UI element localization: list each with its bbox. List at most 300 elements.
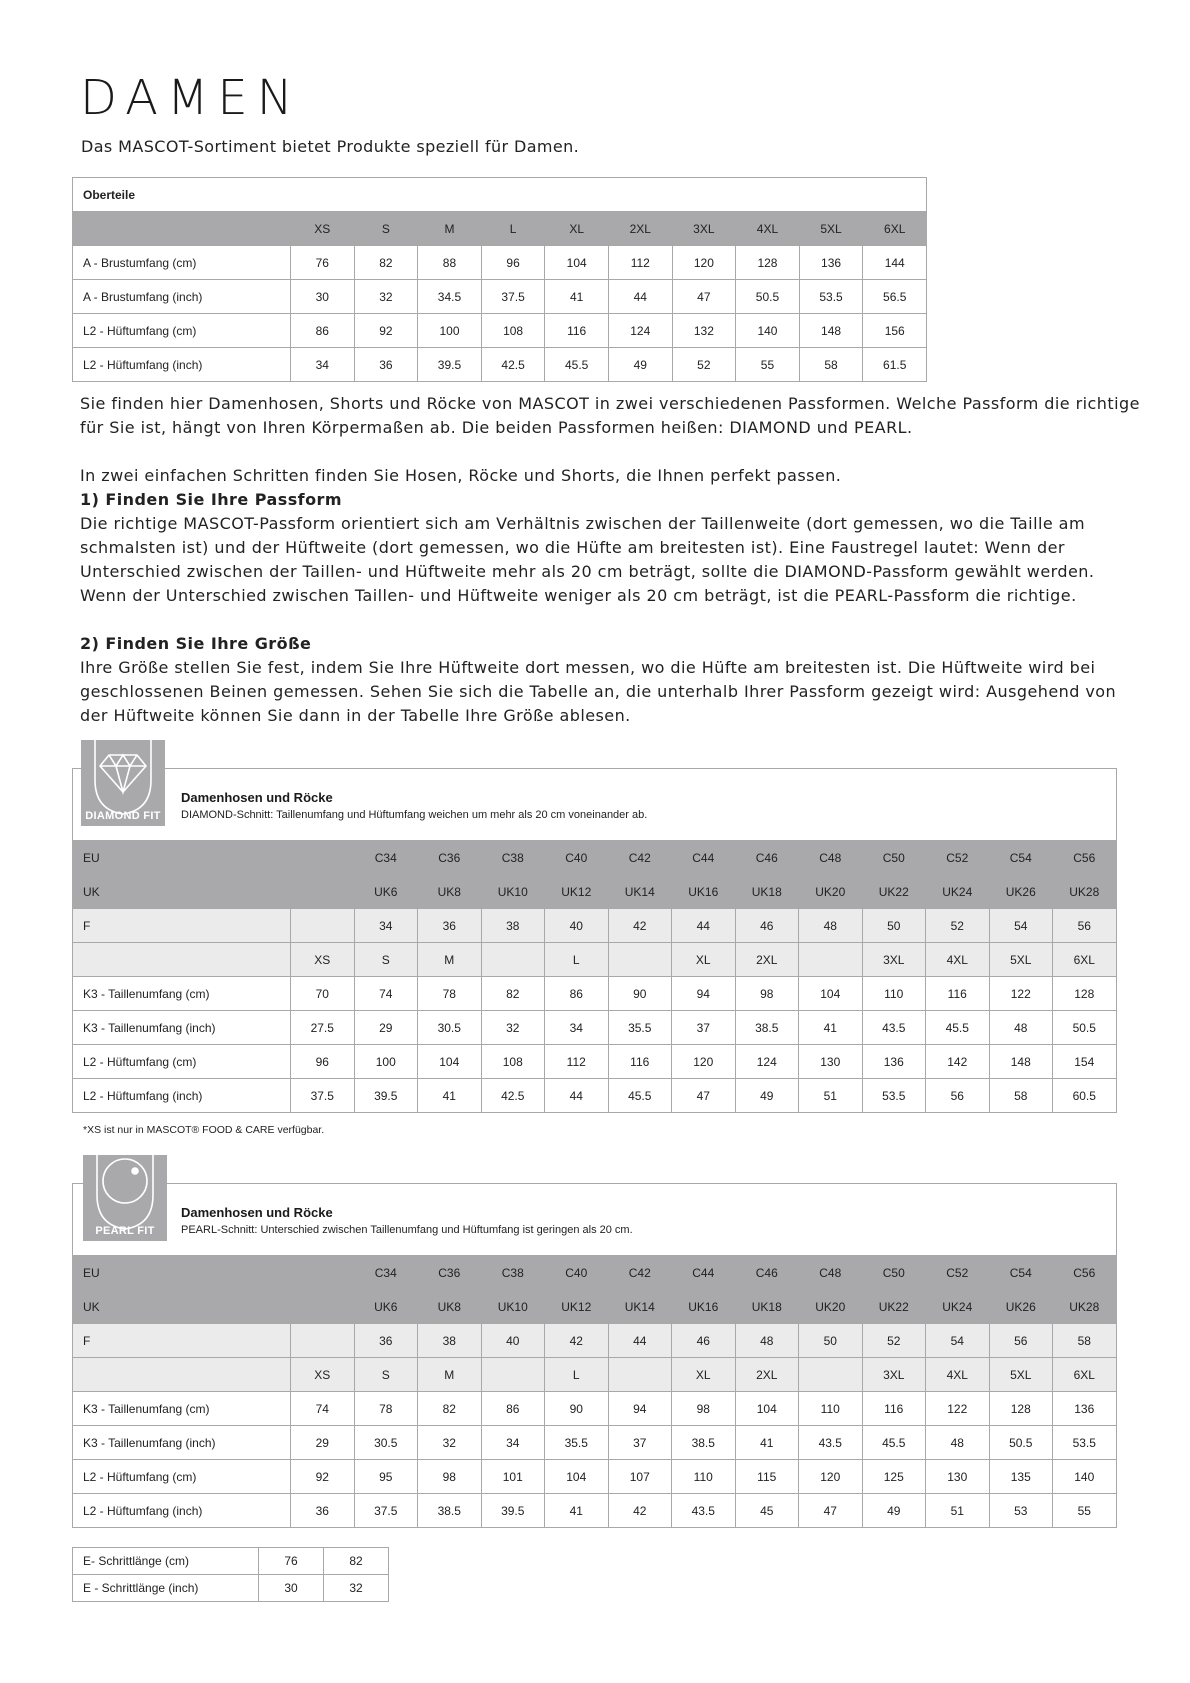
table-cell: 144: [863, 246, 927, 280]
table-cell: 49: [608, 348, 672, 382]
table-cell: 110: [862, 977, 926, 1011]
size-cell: 44: [608, 1324, 672, 1358]
size-cell: [291, 1290, 355, 1324]
size-cell: 42: [608, 909, 672, 943]
table-cell: 50.5: [989, 1426, 1053, 1460]
size-cell: C38: [481, 841, 545, 875]
size-cell: 58: [1053, 1324, 1117, 1358]
table-cell: 47: [672, 280, 736, 314]
pearl-fit-label: PEARL FIT: [95, 1225, 155, 1237]
f-size-row: [73, 1324, 1117, 1358]
size-cell: 44: [672, 909, 736, 943]
table-cell: 128: [736, 246, 800, 280]
table-cell: 100: [354, 1045, 418, 1079]
size-cell: [291, 1256, 355, 1290]
row-label: UK: [73, 875, 291, 909]
table-cell: 61.5: [863, 348, 927, 382]
row-label: A - Brustumfang (inch): [73, 280, 291, 314]
table-cell: 104: [799, 977, 863, 1011]
pearl-table-subtitle: PEARL-Schnitt: Unterschied zwischen Taillenumfang und Hüftumfang ist geringen als 20 cm.: [181, 1224, 633, 1236]
table-cell: 70: [291, 977, 355, 1011]
size-cell: C36: [418, 841, 482, 875]
page-subtitle: Das MASCOT-Sortiment bietet Produkte speziell für Damen.: [81, 137, 580, 156]
size-cell: C40: [545, 1256, 609, 1290]
row-label: [73, 1358, 291, 1392]
size-cell: C34: [354, 1256, 418, 1290]
table-cell: 30.5: [354, 1426, 418, 1460]
size-cell: 4XL: [926, 943, 990, 977]
size-cell: UK26: [989, 1290, 1053, 1324]
table-cell: 55: [1053, 1494, 1117, 1528]
size-cell: C56: [1053, 1256, 1117, 1290]
table-cell: 49: [862, 1494, 926, 1528]
size-header-cell: 4XL: [736, 212, 800, 246]
table-cell: 38.5: [418, 1494, 482, 1528]
size-cell: 2XL: [735, 1358, 799, 1392]
size-cell: XL: [672, 943, 736, 977]
table-cell: 148: [799, 314, 863, 348]
table-cell: 120: [799, 1460, 863, 1494]
table-cell: 140: [736, 314, 800, 348]
table-cell: 50.5: [1053, 1011, 1117, 1045]
size-cell: [291, 875, 355, 909]
size-cell: C54: [989, 841, 1053, 875]
size-cell: [799, 1358, 863, 1392]
table-cell: 136: [799, 246, 863, 280]
table-cell: 44: [545, 1079, 609, 1113]
size-cell: UK28: [1053, 1290, 1117, 1324]
table-cell: 42: [608, 1494, 672, 1528]
pearl-table-title: Damenhosen und Röcke: [181, 1205, 333, 1220]
table-cell: 98: [672, 1392, 736, 1426]
table-cell: 95: [354, 1460, 418, 1494]
table-cell: 86: [291, 314, 355, 348]
table-cell: 29: [354, 1011, 418, 1045]
size-cell: C56: [1053, 841, 1117, 875]
table-cell: 94: [672, 977, 736, 1011]
size-cell: 5XL: [989, 943, 1053, 977]
table-cell: 32: [481, 1011, 545, 1045]
page-title: DAMEN: [80, 70, 302, 126]
diamond-fit-label: DIAMOND FIT: [85, 810, 161, 822]
size-cell: UK12: [545, 1290, 609, 1324]
table-cell: 32: [324, 1575, 389, 1602]
size-cell: 36: [354, 1324, 418, 1358]
size-header-cell: XL: [545, 212, 609, 246]
row-label: UK: [73, 1290, 291, 1324]
table-cell: 45.5: [608, 1079, 672, 1113]
size-cell: UK6: [354, 875, 418, 909]
size-cell: 3XL: [862, 1358, 926, 1392]
table-cell: 58: [799, 348, 863, 382]
table-cell: 156: [863, 314, 927, 348]
table-cell: 148: [989, 1045, 1053, 1079]
size-cell: 54: [926, 1324, 990, 1358]
header-empty-cell: [73, 212, 291, 246]
table-cell: 41: [799, 1011, 863, 1045]
table-cell: 36: [291, 1494, 355, 1528]
table-row: [73, 977, 1117, 1011]
inseam-table: [72, 1547, 389, 1602]
size-cell: 34: [354, 909, 418, 943]
size-cell: [291, 841, 355, 875]
size-cell: UK8: [418, 1290, 482, 1324]
table-cell: 47: [672, 1079, 736, 1113]
size-cell: [291, 909, 355, 943]
table-cell: 45.5: [862, 1426, 926, 1460]
uk-size-row: [73, 1290, 1117, 1324]
table-caption: Oberteile: [73, 178, 927, 212]
size-cell: [291, 1324, 355, 1358]
table-cell: 36: [354, 348, 418, 382]
table-cell: 56.5: [863, 280, 927, 314]
size-cell: C46: [735, 841, 799, 875]
row-label: L2 - Hüftumfang (inch): [73, 348, 291, 382]
table-cell: 82: [481, 977, 545, 1011]
table-cell: 30: [259, 1575, 324, 1602]
size-cell: 6XL: [1053, 943, 1117, 977]
table-cell: 27.5: [291, 1011, 355, 1045]
table-cell: 125: [862, 1460, 926, 1494]
size-cell: [799, 943, 863, 977]
size-cell: 46: [672, 1324, 736, 1358]
table-cell: 38.5: [735, 1011, 799, 1045]
tops-size-table: [72, 177, 927, 382]
row-label: EU: [73, 1256, 291, 1290]
size-cell: 48: [799, 909, 863, 943]
step-1-heading: 1) Finden Sie Ihre Passform: [80, 490, 342, 509]
table-row: [73, 280, 927, 314]
size-cell: L: [545, 943, 609, 977]
table-cell: 41: [735, 1426, 799, 1460]
size-cell: 4XL: [926, 1358, 990, 1392]
size-cell: UK12: [545, 875, 609, 909]
size-cell: UK16: [672, 1290, 736, 1324]
table-cell: 53.5: [862, 1079, 926, 1113]
table-row: [73, 1460, 1117, 1494]
table-cell: 94: [608, 1392, 672, 1426]
diamond-table-title: Damenhosen und Röcke: [181, 790, 333, 805]
table-cell: 39.5: [418, 348, 482, 382]
table-cell: 37.5: [354, 1494, 418, 1528]
size-cell: [608, 1358, 672, 1392]
table-cell: 116: [608, 1045, 672, 1079]
table-cell: 74: [291, 1392, 355, 1426]
table-cell: 48: [989, 1011, 1053, 1045]
size-cell: UK10: [481, 875, 545, 909]
size-cell: 52: [926, 909, 990, 943]
pearl-fit-badge: [83, 1155, 167, 1241]
table-row: [73, 246, 927, 280]
table-cell: 140: [1053, 1460, 1117, 1494]
table-cell: 55: [736, 348, 800, 382]
table-cell: 116: [926, 977, 990, 1011]
row-label: K3 - Taillenumfang (cm): [73, 1392, 291, 1426]
size-cell: C50: [862, 1256, 926, 1290]
table-cell: 124: [608, 314, 672, 348]
table-cell: 116: [862, 1392, 926, 1426]
table-cell: 45.5: [926, 1011, 990, 1045]
size-cell: [481, 1358, 545, 1392]
table-cell: 37.5: [481, 280, 545, 314]
row-label: F: [73, 1324, 291, 1358]
intro-paragraph: Sie finden hier Damenhosen, Shorts und Röcke von MASCOT in zwei verschiedenen Passformen. Welche Passform die richtige für Sie ist, hängt von Ihren Körpermaßen ab. Die beiden Passformen heißen: DIAMOND und PEARL.: [80, 394, 1140, 437]
table-cell: 122: [926, 1392, 990, 1426]
table-cell: 132: [672, 314, 736, 348]
size-cell: 52: [862, 1324, 926, 1358]
table-cell: 128: [989, 1392, 1053, 1426]
xs-availability-note: *XS ist nur in MASCOT® FOOD & CARE verfügbar.: [83, 1124, 325, 1136]
table-cell: 34.5: [418, 280, 482, 314]
table-cell: 78: [354, 1392, 418, 1426]
table-cell: 35.5: [545, 1426, 609, 1460]
table-cell: 110: [799, 1392, 863, 1426]
table-cell: 58: [989, 1079, 1053, 1113]
size-cell: 50: [862, 909, 926, 943]
table-cell: 107: [608, 1460, 672, 1494]
table-cell: 104: [418, 1045, 482, 1079]
size-cell: 40: [545, 909, 609, 943]
size-cell: 3XL: [862, 943, 926, 977]
table-cell: 78: [418, 977, 482, 1011]
table-cell: 30: [291, 280, 355, 314]
size-header-cell: XS: [291, 212, 355, 246]
table-cell: 47: [799, 1494, 863, 1528]
size-cell: C52: [926, 1256, 990, 1290]
size-cell: 2XL: [735, 943, 799, 977]
size-cell: 50: [799, 1324, 863, 1358]
diamond-table-subtitle: DIAMOND-Schnitt: Taillenumfang und Hüftumfang weichen um mehr als 20 cm voneinander ab.: [181, 809, 648, 821]
size-cell: C34: [354, 841, 418, 875]
size-cell: C48: [799, 841, 863, 875]
table-row: [73, 1426, 1117, 1460]
table-cell: 82: [324, 1548, 389, 1575]
table-cell: 142: [926, 1045, 990, 1079]
diamond-size-table: [72, 840, 1117, 1113]
table-cell: 37.5: [291, 1079, 355, 1113]
size-cell: UK18: [735, 1290, 799, 1324]
steps-intro: In zwei einfachen Schritten finden Sie Hosen, Röcke und Shorts, die Ihnen perfekt passen.: [80, 466, 842, 485]
table-cell: 34: [545, 1011, 609, 1045]
table-cell: 76: [259, 1548, 324, 1575]
table-cell: 51: [926, 1494, 990, 1528]
row-label: A - Brustumfang (cm): [73, 246, 291, 280]
table-cell: 56: [926, 1079, 990, 1113]
table-row: [73, 348, 927, 382]
table-cell: 98: [735, 977, 799, 1011]
size-cell: UK22: [862, 875, 926, 909]
table-row: [73, 314, 927, 348]
table-cell: 128: [1053, 977, 1117, 1011]
size-cell: UK24: [926, 1290, 990, 1324]
size-cell: C44: [672, 1256, 736, 1290]
table-cell: 35.5: [608, 1011, 672, 1045]
table-cell: 120: [672, 246, 736, 280]
size-cell: UK14: [608, 875, 672, 909]
table-cell: 60.5: [1053, 1079, 1117, 1113]
table-cell: 154: [1053, 1045, 1117, 1079]
size-cell: XS: [291, 943, 355, 977]
table-cell: 51: [799, 1079, 863, 1113]
table-cell: 42.5: [481, 348, 545, 382]
uk-size-row: [73, 875, 1117, 909]
table-cell: 92: [354, 314, 418, 348]
row-label: L2 - Hüftumfang (inch): [73, 1079, 291, 1113]
table-cell: 39.5: [481, 1494, 545, 1528]
size-cell: C44: [672, 841, 736, 875]
size-cell: 38: [418, 1324, 482, 1358]
row-label: E - Schrittlänge (inch): [73, 1575, 259, 1602]
step-2-text: Ihre Größe stellen Sie fest, indem Sie Ihre Hüftweite dort messen, wo die Hüfte am breitesten ist. Die Hüftweite wird bei geschlossenen Beinen gemessen. Sehen Sie sich die Tabelle an, die unterhalb Ihrer Passform gezeigt wird: Ausgehend von der Hüftweite können Sie dann in der Tabelle Ihre Größe ablesen.: [80, 658, 1117, 725]
size-cell: [481, 943, 545, 977]
table-cell: 50.5: [736, 280, 800, 314]
table-row: [73, 1011, 1117, 1045]
table-cell: 38.5: [672, 1426, 736, 1460]
table-row: [73, 1045, 1117, 1079]
f-size-row: [73, 909, 1117, 943]
table-row: [73, 1494, 1117, 1528]
size-cell: UK8: [418, 875, 482, 909]
size-cell: UK22: [862, 1290, 926, 1324]
table-cell: 42.5: [481, 1079, 545, 1113]
table-cell: 45: [735, 1494, 799, 1528]
table-cell: 41: [545, 1494, 609, 1528]
size-cell: C46: [735, 1256, 799, 1290]
table-cell: 43.5: [862, 1011, 926, 1045]
table-cell: 74: [354, 977, 418, 1011]
size-cell: UK18: [735, 875, 799, 909]
table-cell: 100: [418, 314, 482, 348]
table-cell: 32: [354, 280, 418, 314]
eu-size-row: [73, 1256, 1117, 1290]
table-row: [73, 1392, 1117, 1426]
size-cell: UK10: [481, 1290, 545, 1324]
size-header-cell: 6XL: [863, 212, 927, 246]
table-cell: 108: [481, 314, 545, 348]
table-cell: 45.5: [545, 348, 609, 382]
table-cell: 34: [481, 1426, 545, 1460]
size-cell: 40: [481, 1324, 545, 1358]
row-label: L2 - Hüftumfang (cm): [73, 1460, 291, 1494]
size-cell: UK28: [1053, 875, 1117, 909]
table-cell: 88: [418, 246, 482, 280]
table-cell: 44: [608, 280, 672, 314]
table-cell: 49: [735, 1079, 799, 1113]
table-cell: 130: [926, 1460, 990, 1494]
size-cell: L: [545, 1358, 609, 1392]
eu-size-row: [73, 841, 1117, 875]
size-header-cell: 5XL: [799, 212, 863, 246]
table-cell: 104: [545, 246, 609, 280]
size-cell: C52: [926, 841, 990, 875]
pearl-header-box: [72, 1183, 1117, 1257]
table-cell: 112: [608, 246, 672, 280]
size-cell: 56: [989, 1324, 1053, 1358]
size-cell: M: [418, 1358, 482, 1392]
table-row: [73, 1575, 389, 1602]
table-cell: 92: [291, 1460, 355, 1494]
size-cell: 46: [735, 909, 799, 943]
table-cell: 104: [545, 1460, 609, 1494]
size-cell: UK14: [608, 1290, 672, 1324]
table-cell: 43.5: [799, 1426, 863, 1460]
table-row: [73, 1548, 389, 1575]
size-header-cell: 3XL: [672, 212, 736, 246]
table-cell: 104: [735, 1392, 799, 1426]
size-cell: 54: [989, 909, 1053, 943]
table-cell: 32: [418, 1426, 482, 1460]
table-cell: 96: [291, 1045, 355, 1079]
table-cell: 34: [291, 348, 355, 382]
size-cell: C42: [608, 841, 672, 875]
diamond-header-box: [72, 768, 1117, 842]
size-cell: UK6: [354, 1290, 418, 1324]
table-cell: 110: [672, 1460, 736, 1494]
size-cell: 42: [545, 1324, 609, 1358]
table-cell: 101: [481, 1460, 545, 1494]
size-header-row: [73, 212, 927, 246]
table-cell: 124: [735, 1045, 799, 1079]
row-label: EU: [73, 841, 291, 875]
size-cell: XL: [672, 1358, 736, 1392]
size-cell: M: [418, 943, 482, 977]
table-cell: 37: [608, 1426, 672, 1460]
table-cell: 52: [672, 348, 736, 382]
size-cell: 48: [735, 1324, 799, 1358]
size-cell: XS: [291, 1358, 355, 1392]
table-cell: 37: [672, 1011, 736, 1045]
table-caption-row: [73, 178, 927, 212]
row-label: E- Schrittlänge (cm): [73, 1548, 259, 1575]
table-cell: 116: [545, 314, 609, 348]
size-header-cell: S: [354, 212, 418, 246]
table-cell: 41: [545, 280, 609, 314]
table-cell: 115: [735, 1460, 799, 1494]
size-cell: UK24: [926, 875, 990, 909]
row-label: L2 - Hüftumfang (cm): [73, 314, 291, 348]
size-header-cell: M: [418, 212, 482, 246]
size-cell: C42: [608, 1256, 672, 1290]
table-cell: 136: [862, 1045, 926, 1079]
size-cell: S: [354, 943, 418, 977]
row-label: K3 - Taillenumfang (inch): [73, 1426, 291, 1460]
table-cell: 112: [545, 1045, 609, 1079]
table-cell: 82: [354, 246, 418, 280]
letters-size-row: [73, 943, 1117, 977]
table-cell: 41: [418, 1079, 482, 1113]
fit-explanation: [80, 392, 1140, 728]
table-cell: 122: [989, 977, 1053, 1011]
table-cell: 96: [481, 246, 545, 280]
table-cell: 43.5: [672, 1494, 736, 1528]
size-header-cell: 2XL: [608, 212, 672, 246]
row-label: L2 - Hüftumfang (inch): [73, 1494, 291, 1528]
table-cell: 76: [291, 246, 355, 280]
diamond-fit-badge: [81, 740, 165, 826]
size-cell: 6XL: [1053, 1358, 1117, 1392]
table-cell: 135: [989, 1460, 1053, 1494]
size-cell: UK26: [989, 875, 1053, 909]
row-label: F: [73, 909, 291, 943]
table-cell: 39.5: [354, 1079, 418, 1113]
table-cell: 53.5: [799, 280, 863, 314]
size-cell: [608, 943, 672, 977]
size-cell: 56: [1053, 909, 1117, 943]
table-cell: 120: [672, 1045, 736, 1079]
table-cell: 82: [418, 1392, 482, 1426]
table-cell: 90: [545, 1392, 609, 1426]
step-1-text: Die richtige MASCOT-Passform orientiert sich am Verhältnis zwischen der Taillenweite (dort gemessen, wo die Taille am schmalsten ist) und der Hüftweite (dort gemessen, wo die Hüfte am breitesten ist). Eine Faustregel lautet: Wenn der Unterschied zwischen der Taillen- und Hüftweite mehr als 20 cm beträgt, sollte die DIAMOND-Passform gewählt werden. Wenn der Unterschied zwischen Taillen- und Hüftweite weniger als 20 cm beträgt, ist die PEARL-Passform die richtige.: [80, 514, 1095, 605]
